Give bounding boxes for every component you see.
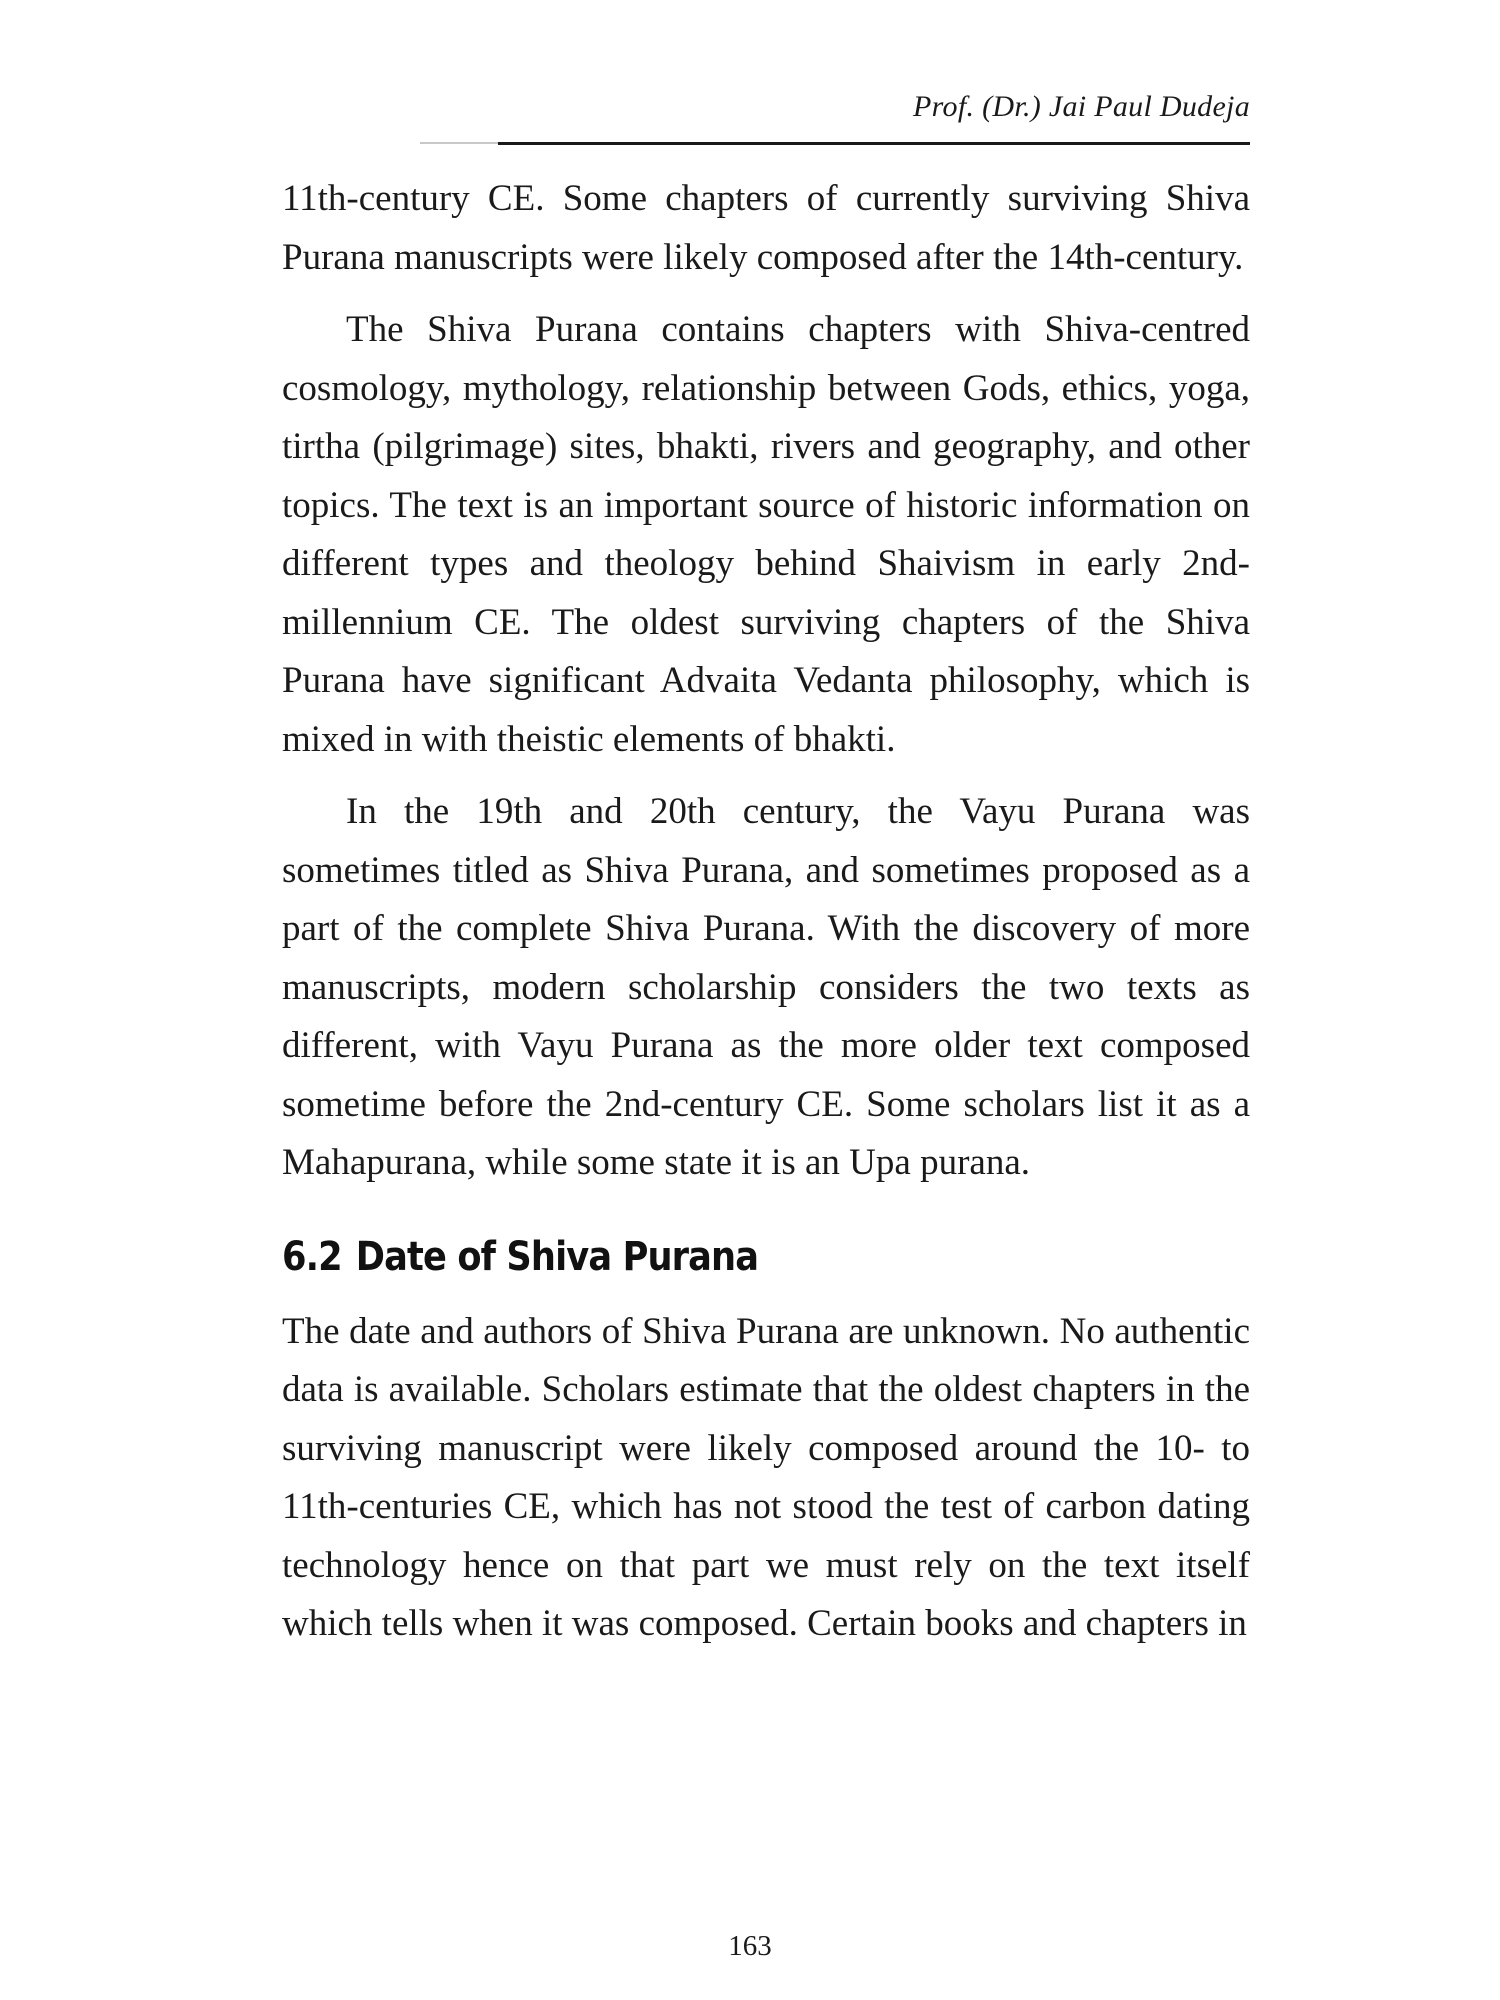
paragraph-date: The date and authors of Shiva Purana are unknown. No authentic data is available. Scholars estimate that the oldest chapters in the surviving manuscript were likely composed around the 10- to 11th-centuries CE, which has not stood the test of carbon dating technology hence on that part we must rely on the text itself which tells when it was composed. Certain books and chapters in [282,1310,1250,1644]
header-rule-faint [420,142,500,144]
section-heading [282,1227,1134,1287]
body-text [282,170,1250,1668]
paragraph-continuation: 11th-century CE. Some chapters of currently surviving Shiva Purana manuscripts were likely composed after the 14th-century. [282,178,1250,278]
header-rule [498,142,1250,145]
page-number: 163 [728,1930,772,1962]
paragraph-contents: The Shiva Purana contains chapters with Shiva-centred cosmology, mythology, relationship between Gods, ethics, yoga, tirtha (pilgrimage) sites, bhakti, rivers and geography, and other topics. The text is an important source of historic information on different types and theology behind Shaivism in early 2nd-millennium CE. The oldest surviving chapters of the Shiva Purana have significant Advaita Vedanta philosophy, which is mixed in with theistic elements of bhakti. [282,309,1250,760]
running-head-author: Prof. (Dr.) Jai Paul Dudeja [913,90,1250,123]
section-number: 6.2 [282,1233,342,1280]
section-title: Date of Shiva Purana [355,1233,759,1280]
paragraph-vayu-purana: In the 19th and 20th century, the Vayu Purana was sometimes titled as Shiva Purana, and sometimes proposed as a part of the complete Shiva Purana. With the discovery of more manuscripts, modern scholarship considers the two texts as different, with Vayu Purana as the more older text composed sometime before the 2nd-century CE. Some scholars list it as a Mahapurana, while some state it is an Upa purana. [282,791,1250,1183]
